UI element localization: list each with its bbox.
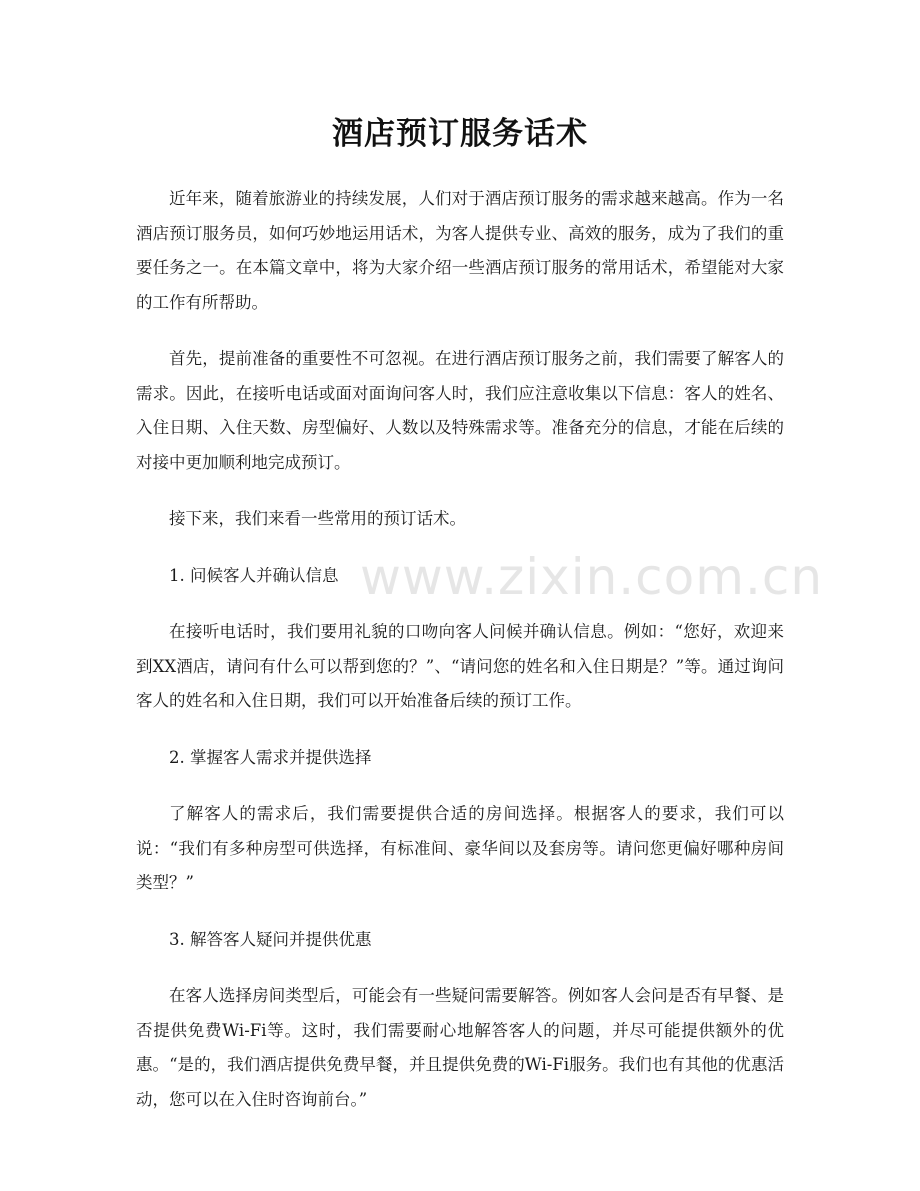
paragraph-greeting: 在接听电话时，我们要用礼貌的口吻向客人问候并确认信息。例如：“您好，欢迎来到XX酒店，请问有什么可以帮到您的？”、“请问您的姓名和入住日期是？”等。通过询问客人的姓名和入住日期，我们可以开始准备后续的预订工作。 (136, 622, 784, 710)
document-title: 酒店预订服务话术 (332, 116, 588, 152)
paragraph-intro: 近年来，随着旅游业的持续发展，人们对于酒店预订服务的需求越来越高。作为一名酒店预订服务员，如何巧妙地运用话术，为客人提供专业、高效的服务，成为了我们的重要任务之一。在本篇文章中，将为大家介绍一些酒店预订服务的常用话术，希望能对大家的工作有所帮助。 (136, 189, 784, 312)
document-body (136, 182, 784, 1139)
paragraph-preparation: 首先，提前准备的重要性不可忽视。在进行酒店预订服务之前，我们需要了解客人的需求。因此，在接听电话或面对面询问客人时，我们应注意收集以下信息：客人的姓名、入住日期、入住天数、房型偏好、人数以及特殊需求等。准备充分的信息，才能在后续的对接中更加顺利地完成预订。 (136, 349, 784, 472)
section-heading-1: 1. 问候客人并确认信息 (169, 565, 339, 585)
section-heading-3: 3. 解答客人疑问并提供优惠 (169, 929, 372, 949)
watermark: www.zixin.com.cn (360, 548, 824, 606)
paragraph-questions: 在客人选择房间类型后，可能会有一些疑问需要解答。例如客人会问是否有早餐、是否提供免费Wi-Fi等。这时，我们需要耐心地解答客人的问题，并尽可能提供额外的优惠。“是的，我们酒店提供免费早餐，并且提供免费的Wi-Fi服务。我们也有其他的优惠活动，您可以在入住时咨询前台。” (136, 986, 784, 1109)
paragraph-transition: 接下来，我们来看一些常用的预订话术。 (169, 509, 466, 528)
paragraph-room-choice: 了解客人的需求后，我们需要提供合适的房间选择。根据客人的要求，我们可以说：“我们有多种房型可供选择，有标准间、豪华间以及套房等。请问您更偏好哪种房间类型？” (136, 804, 784, 892)
section-heading-2: 2. 掌握客人需求并提供选择 (169, 747, 372, 767)
